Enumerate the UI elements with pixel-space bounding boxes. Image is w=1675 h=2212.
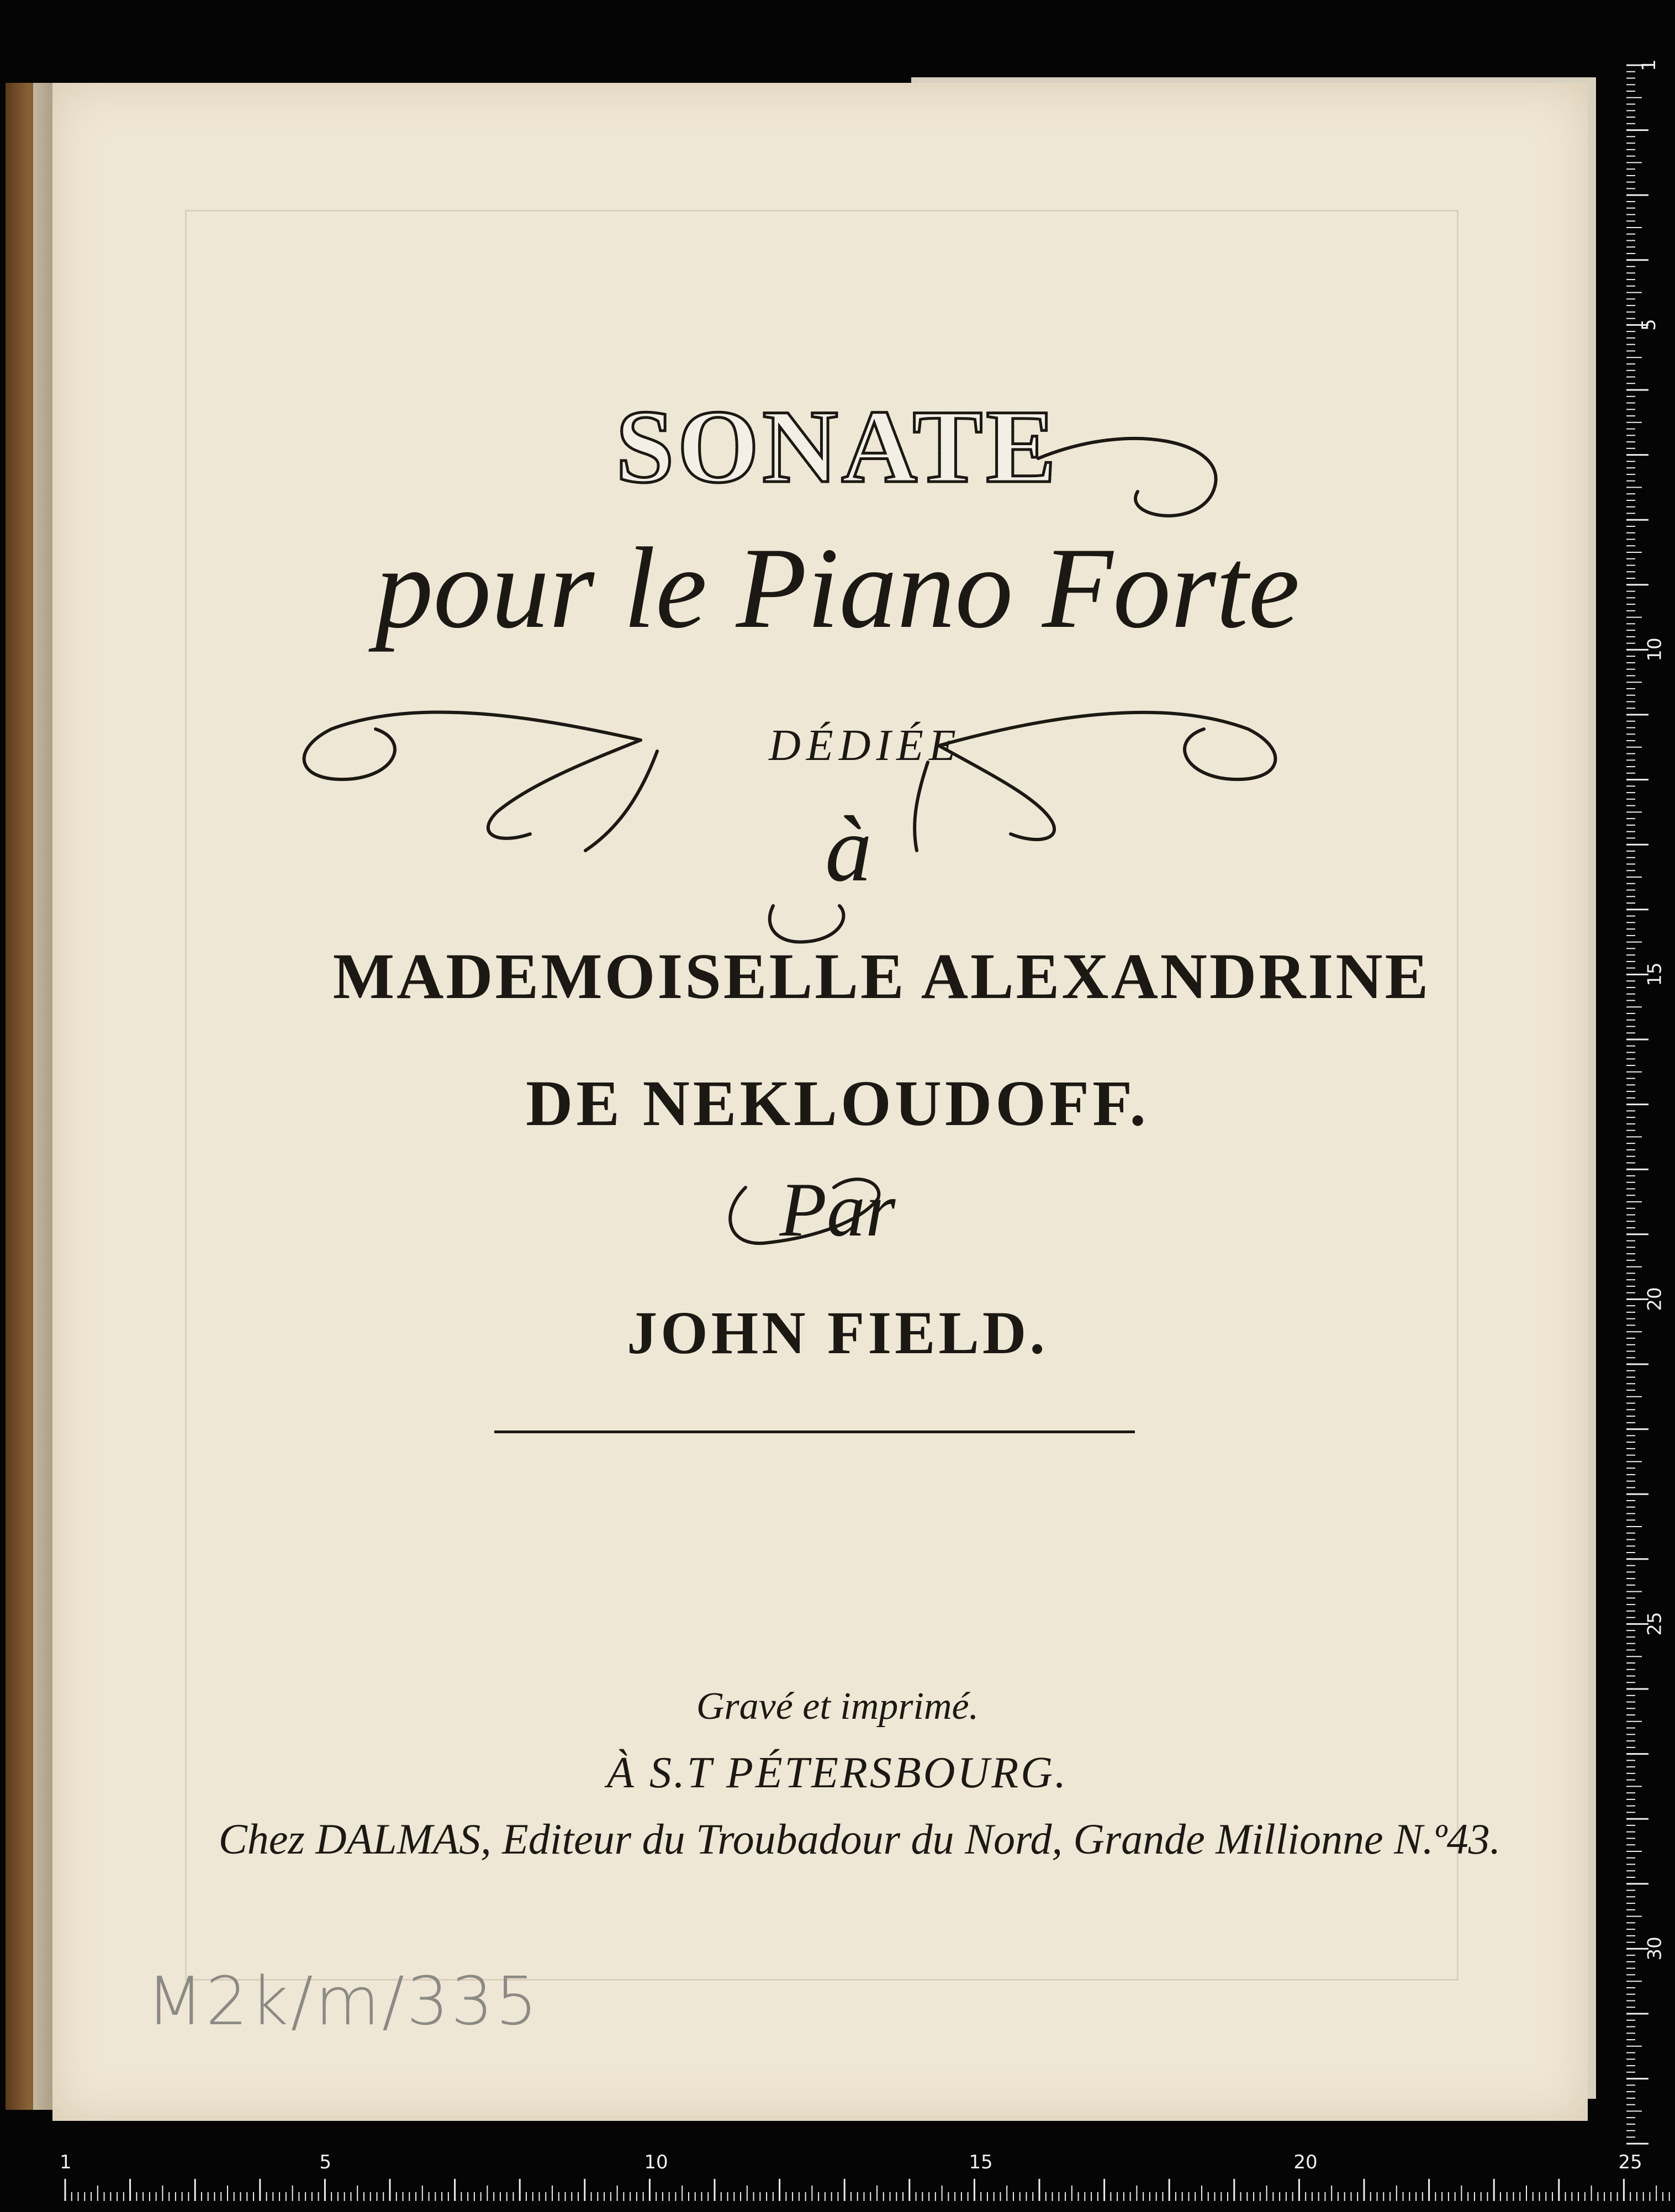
vertical-ruler-label: 30 xyxy=(1644,1936,1666,1961)
vertical-ruler-label: 5 xyxy=(1637,319,1660,331)
vertical-ruler-label: 1 xyxy=(1637,59,1660,71)
dedication-preposition: à xyxy=(825,797,872,901)
imprint-city: À S.T PÉTERSBOURG. xyxy=(607,1749,1068,1797)
divider-rule xyxy=(494,1430,1135,1433)
horizontal-ruler-label: 20 xyxy=(1293,2151,1318,2173)
imprint-publisher: Chez DALMAS, Editeur du Troubadour du Nord, Grande Millionne N.º43. xyxy=(218,1815,1501,1863)
horizontal-ruler-label: 10 xyxy=(644,2151,668,2173)
vertical-ruler-label: 15 xyxy=(1644,962,1666,987)
vertical-ruler-label: 20 xyxy=(1644,1287,1666,1312)
horizontal-ruler-label: 15 xyxy=(969,2151,993,2173)
horizontal-scale-ruler xyxy=(0,2146,1675,2209)
imprint-engraved: Gravé et imprimé. xyxy=(696,1685,979,1728)
by-label: Par xyxy=(779,1167,896,1253)
vertical-ruler-label: 25 xyxy=(1644,1612,1666,1636)
horizontal-ruler-label: 5 xyxy=(319,2151,332,2173)
dedicatee-line-1: MADEMOISELLE ALEXANDRINE xyxy=(332,940,1431,1012)
vertical-ruler-label: 10 xyxy=(1644,637,1666,662)
horizontal-ruler-label: 25 xyxy=(1618,2151,1642,2173)
title: SONATE xyxy=(0,387,1675,507)
dedication-label: DÉDIÉE xyxy=(769,721,961,770)
subtitle: pour le Piano Forte xyxy=(375,524,1300,652)
dedicatee-line-2: DE NEKLOUDOFF. xyxy=(526,1067,1149,1139)
horizontal-ruler-label: 1 xyxy=(60,2151,72,2173)
pencil-shelfmark: M2k/m/335 xyxy=(146,1963,540,2040)
composer-name: JOHN FIELD. xyxy=(627,1299,1048,1366)
